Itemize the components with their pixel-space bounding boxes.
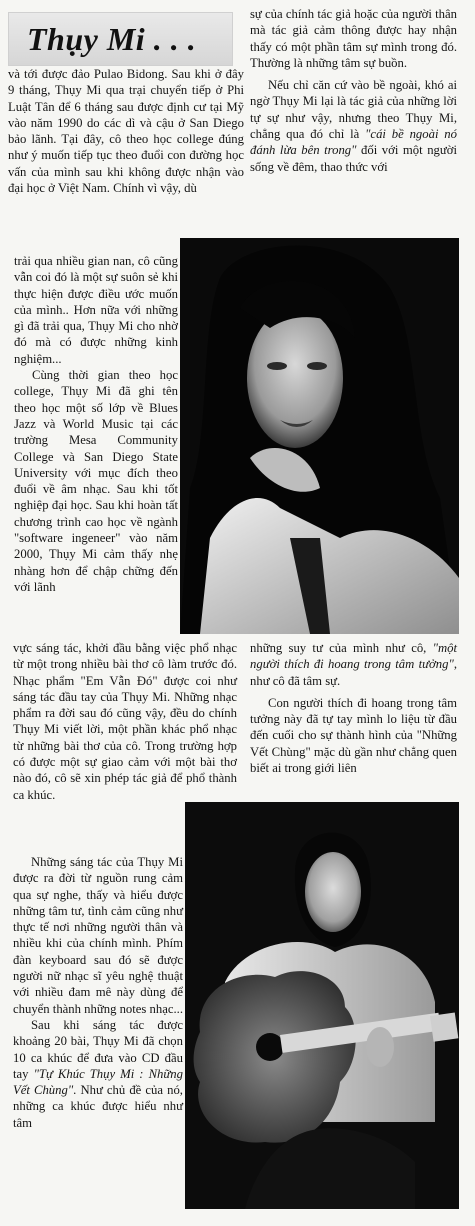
paragraph: vực sáng tác, khởi đầu bằng việc phổ nhạc từ một trong nhiều bài thơ cô làm trước đó. Nhạc phẩm "Em Vẫn Đó" được coi như sáng tác đầu tay của Thụy Mi. Những nhạc phẩm ra đời sau đó cũng vậy, đều do chính Thụy Mi viết lời, một phần khác phổ nhạc từ những bài thơ của cô. Trong trường hợp có được một sự giao cảm với một bài thơ nào đó, cô sẽ xin phép tác giả để phổ thành ca khúc.	[13, 641, 237, 802]
paragraph: Sau khi sáng tác được khoảng 20 bài, Thụy Mi đã chọn 10 ca khúc để đưa vào CD đầu tay "Tự Khúc Thụy Mi : Những Vết Chùng". Như chủ đề của nó, những ca khúc được hiểu như tâm	[13, 1017, 183, 1130]
quote: "cái bề ngoài nó đánh lừa bên trong"	[250, 127, 457, 158]
quote: "một người thích đi hoang trong tâm tưởng"	[250, 641, 457, 672]
guitar-photo	[185, 802, 459, 1209]
paragraph: và tới được đảo Pulao Bidong. Sau khi ở đây 9 tháng, Thụy Mi qua trại chuyển tiếp ở Phi Luật Tân để 6 tháng sau được định cư tại Mỹ vào năm 1990 do các dì và cậu ở San Diego bảo lãnh. Tại đây, cô theo học college đúng như ý muốn tiếp tục theo đuổi con đường học vấn của mình sau khi không được nhận vào đại học ở Việt Nam. Chính vì vậy, dù	[8, 67, 244, 196]
guitar-portrait-image	[185, 802, 459, 1209]
quote: "Tự Khúc Thụy Mi : Những Vết Chùng"	[13, 1066, 183, 1098]
column-2-top	[250, 6, 457, 175]
column-3-side	[13, 854, 183, 1131]
column-1-side	[14, 253, 178, 595]
column-3-top	[13, 640, 237, 803]
paragraph: sự của chính tác giả hoặc của người thân mà tác giả cảm thông được hay nhận thấy có một phần tâm sự mình trong đó. Thường là những tâm sự buồn.	[250, 7, 457, 70]
portrait-photo	[180, 238, 459, 634]
paragraph: Nếu chỉ căn cứ vào bề ngoài, khó ai ngờ Thụy Mi lại là tác giả của những lời tự sự như vậy, nhưng theo Thụy Mi, chẳng qua đó chỉ là "cái bề ngoài nó đánh lừa bên trong" đối với một người sống về đêm, thao thức với	[250, 78, 457, 174]
paragraph: những suy tư của mình như cô, "một người thích đi hoang trong tâm tưởng", như cô đã tâm sự.	[250, 641, 457, 688]
paragraph: Con người thích đi hoang trong tâm tưởng này đã tự tay mình lo liệu từ đầu đến cuối cho sự thành hình của "Những Vết Chùng" mặc dù gần như chẳng quen biết ai trong giới liên	[250, 695, 457, 776]
column-4-top	[250, 640, 457, 776]
paragraph: Những sáng tác của Thụy Mi được ra đời từ nguồn rung cảm qua sự nghe, thấy và hiểu được những tâm tư, tình cảm cũng như thực tế nơi những người thân và nhiều khi của chính mình. Phím đàn keyboard sau đó sẽ được người nữ nhạc sĩ yêu nghệ thuật với nhiều đam mê này dùng để chuyển thành những notes nhạc...	[13, 855, 184, 1016]
portrait-image	[180, 238, 459, 634]
column-1-top	[8, 66, 244, 196]
article-headline: Thụy Mi . . .	[8, 12, 233, 66]
paragraph: trải qua nhiều gian nan, cô cũng vẫn coi đó là một sự suôn sẻ khi thực hiện được điều ước muốn của mình.. Hơn nữa với những gì đã trải qua, Thụy Mi cho nhờ đó mà có được những kinh nghiệm...	[14, 254, 178, 366]
paragraph: Cùng thời gian theo học college, Thụy Mi đã ghi tên theo học một số lớp về Blues Jazz và World Music tại các trường Mesa Community College và San Diego State University với mục đích theo đuổi về âm nhạc. Sau khi tốt nghiệp đại học. Sau khi hoàn tất chương trình cao học về ngành "software ingeneer" vào năm 2000, Thụy Mi cảm thấy nhẹ nhàng hơn để chập chững đến với lãnh	[14, 368, 178, 594]
